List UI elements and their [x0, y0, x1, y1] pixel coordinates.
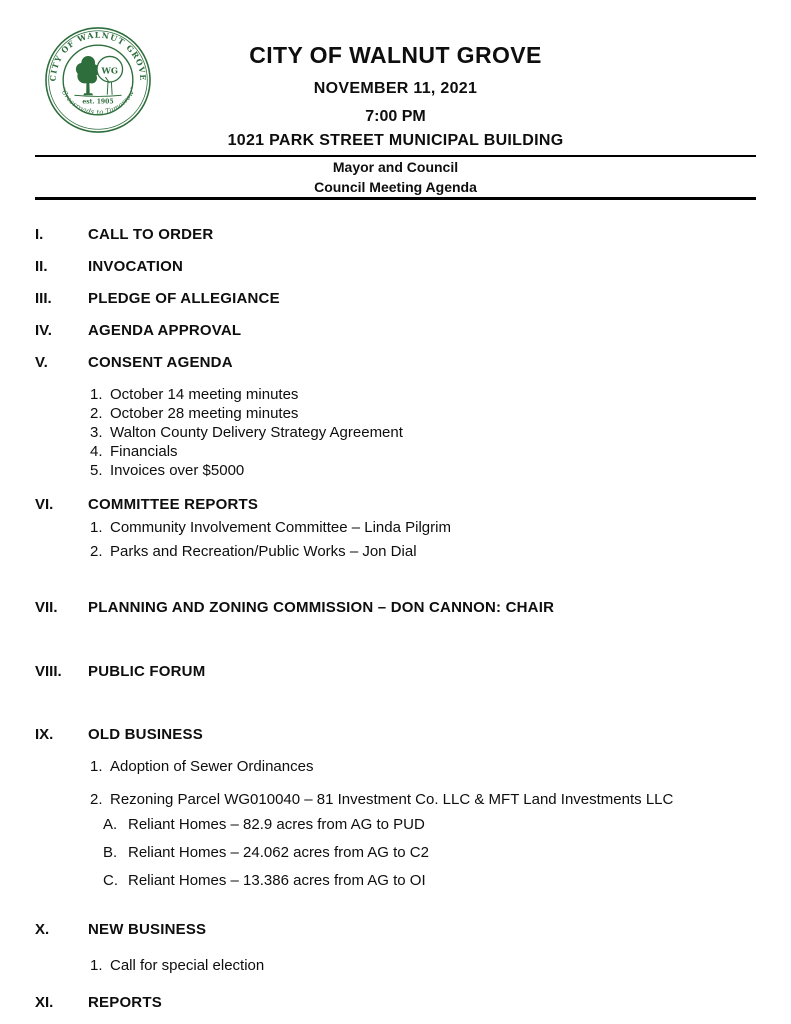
item-text: October 14 meeting minutes — [110, 386, 299, 403]
list-item — [90, 404, 756, 423]
section-heading: AGENDA APPROVAL — [88, 322, 242, 339]
seal-ring-text-top: CITY OF WALNUT GROVE — [48, 30, 148, 82]
list-item — [90, 442, 756, 461]
subtitle-mayor-council: Mayor and Council — [332, 159, 459, 175]
agenda-section-public-forum — [35, 662, 756, 681]
section-heading: CALL TO ORDER — [88, 226, 214, 243]
agenda-section-call-to-order — [35, 225, 756, 244]
item-text: October 28 meeting minutes — [110, 405, 299, 422]
item-text: Community Involvement Committee – Linda Pilgrim — [110, 519, 451, 536]
section-heading: INVOCATION — [88, 258, 184, 275]
section-heading: CONSENT AGENDA — [88, 354, 233, 371]
item-marker: B. — [103, 844, 118, 861]
section-heading: COMMITTEE REPORTS — [88, 496, 259, 513]
item-marker: 5. — [90, 462, 103, 479]
item-text: Reliant Homes – 24.062 acres from AG to C2 — [128, 844, 429, 861]
list-item — [90, 790, 756, 809]
item-marker: 2. — [90, 543, 103, 560]
item-marker: 2. — [90, 791, 103, 808]
section-numeral: VIII. — [35, 663, 62, 680]
section-numeral: IX. — [35, 726, 54, 743]
city-seal-logo — [44, 26, 152, 134]
item-marker: 1. — [90, 386, 103, 403]
section-numeral: III. — [35, 290, 52, 307]
sublist-item — [103, 843, 756, 862]
section-numeral: VII. — [35, 599, 58, 616]
item-text: Parks and Recreation/Public Works – Jon Dial — [110, 543, 417, 560]
item-marker: 1. — [90, 957, 103, 974]
agenda-section-pledge — [35, 289, 756, 308]
section-heading: PLEDGE OF ALLEGIANCE — [88, 290, 280, 307]
meeting-location: 1021 PARK STREET MUNICIPAL BUILDING — [227, 132, 564, 149]
section-heading: NEW BUSINESS — [88, 921, 207, 938]
item-text: Adoption of Sewer Ordinances — [110, 758, 314, 775]
section-numeral: XI. — [35, 994, 54, 1011]
item-marker: 1. — [90, 519, 103, 536]
agenda-section-old-business — [35, 725, 756, 744]
item-marker: 4. — [90, 443, 103, 460]
top-divider — [35, 155, 756, 157]
item-marker: C. — [103, 872, 118, 889]
agenda-section-committee-reports — [35, 495, 756, 514]
list-item — [90, 542, 756, 561]
section-numeral: X. — [35, 921, 50, 938]
list-item — [90, 956, 756, 975]
seal-outer-ring — [46, 28, 150, 132]
seal-ring-text-bottom: “Crossroads to Tomorrow” — [58, 85, 138, 117]
section-numeral: V. — [35, 354, 48, 371]
seal-est-text: est. 1905 — [82, 98, 114, 106]
committee-reports-list — [35, 518, 756, 561]
section-numeral: IV. — [35, 322, 52, 339]
seal-initials: WG — [101, 65, 119, 76]
agenda-section-agenda-approval — [35, 321, 756, 340]
item-marker: 1. — [90, 758, 103, 775]
rezoning-sublist — [35, 815, 756, 890]
old-business-list — [35, 757, 756, 809]
item-text: Reliant Homes – 82.9 acres from AG to PUD — [128, 816, 425, 833]
section-heading: PLANNING AND ZONING COMMISSION – DON CANNON: CHAIR — [88, 599, 555, 616]
item-marker: 3. — [90, 424, 103, 441]
agenda-body — [35, 225, 756, 1012]
agenda-section-planning-zoning — [35, 598, 756, 617]
list-item — [90, 385, 756, 404]
new-business-list — [35, 956, 756, 975]
item-text: Call for special election — [110, 957, 265, 974]
bottom-divider — [35, 197, 756, 200]
agenda-section-consent-agenda — [35, 353, 756, 372]
item-text: Financials — [110, 443, 178, 460]
section-numeral: II. — [35, 258, 48, 275]
section-heading: PUBLIC FORUM — [88, 663, 206, 680]
sublist-item — [103, 815, 756, 834]
agenda-section-new-business — [35, 920, 756, 939]
consent-agenda-list — [35, 385, 756, 480]
agenda-section-reports — [35, 993, 756, 1012]
item-marker: 2. — [90, 405, 103, 422]
page-title: CITY OF WALNUT GROVE — [249, 42, 542, 68]
header-rule-block — [35, 155, 756, 200]
item-text: Reliant Homes – 13.386 acres from AG to OI — [128, 872, 426, 889]
section-numeral: I. — [35, 226, 44, 243]
section-heading: OLD BUSINESS — [88, 726, 203, 743]
meeting-date: NOVEMBER 11, 2021 — [313, 80, 478, 97]
item-text: Walton County Delivery Strategy Agreement — [110, 424, 403, 441]
meeting-time: 7:00 PM — [365, 108, 426, 125]
section-heading: REPORTS — [88, 994, 162, 1011]
agenda-section-invocation — [35, 257, 756, 276]
item-text: Rezoning Parcel WG010040 – 81 Investment Co. LLC & MFT Land Investments LLC — [110, 791, 674, 808]
item-marker: A. — [103, 816, 118, 833]
list-item — [90, 757, 756, 776]
section-numeral: VI. — [35, 496, 54, 513]
list-item — [90, 423, 756, 442]
list-item — [90, 518, 756, 537]
list-item — [90, 461, 756, 480]
subtitle-meeting-agenda: Council Meeting Agenda — [314, 179, 477, 195]
item-text: Invoices over $5000 — [110, 462, 245, 479]
sublist-item — [103, 871, 756, 890]
